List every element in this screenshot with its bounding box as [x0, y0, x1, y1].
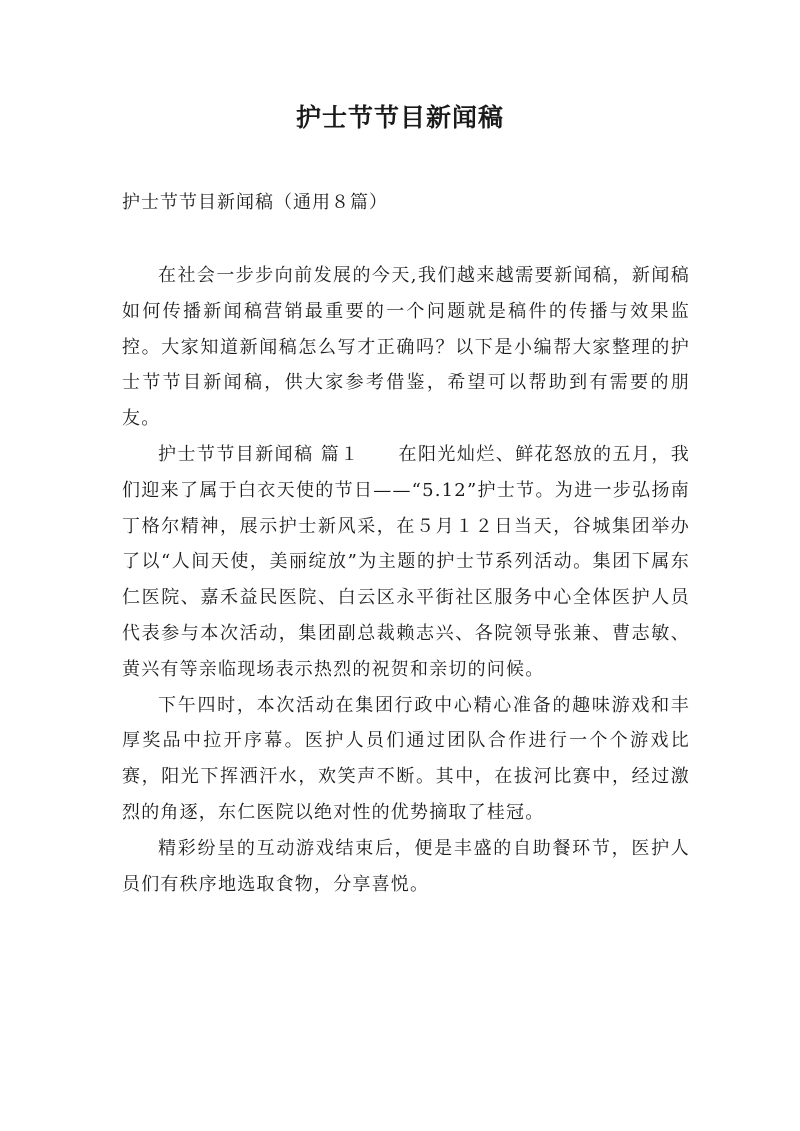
document-title: 护士节节目新闻稿 [295, 103, 504, 132]
document-subtitle: 护士节节目新闻稿（通用８篇） [122, 192, 388, 213]
paragraph-buffet: 精彩纷呈的互动游戏结束后，便是丰盛的自助餐环节，医护人员们有秩序地选取食物，分享喜悦。 [122, 837, 690, 895]
document-body [122, 258, 690, 902]
paragraph-intro: 在社会一步步向前发展的今天,我们越来越需要新闻稿，新闻稿如何传播新闻稿营销最重要的一个问题就是稿件的传播与效果监控。大家知道新闻稿怎么写才正确吗？以下是小编帮大家整理的护士节节目新闻稿，供大家参考借鉴，希望可以帮助到有需要的朋友。 [122, 265, 690, 430]
paragraph-article-1: 护士节节目新闻稿 篇１ 在阳光灿烂、鲜花怒放的五月，我们迎来了属于白衣天使的节日——“5.12”护士节。为进一步弘扬南丁格尔精神，展示护士新风采，在５月１２日当天，谷城集团举办了以“人间天使，美丽绽放”为主题的护士节系列活动。集团下属东仁医院、嘉禾益民医院、白云区永平街社区服务中心全体医护人员代表参与本次活动，集团副总裁赖志兴、各院领导张兼、曹志敏、黄兴有等亲临现场表示热烈的祝贺和亲切的问候。 [122, 443, 690, 680]
paragraph-afternoon-games: 下午四时，本次活动在集团行政中心精心准备的趣味游戏和丰厚奖品中拉开序幕。医护人员们通过团队合作进行一个个游戏比赛，阳光下挥洒汗水，欢笑声不断。其中，在拔河比赛中，经过激烈的角逐，东仁医院以绝对性的优势摘取了桂冠。 [122, 694, 690, 823]
